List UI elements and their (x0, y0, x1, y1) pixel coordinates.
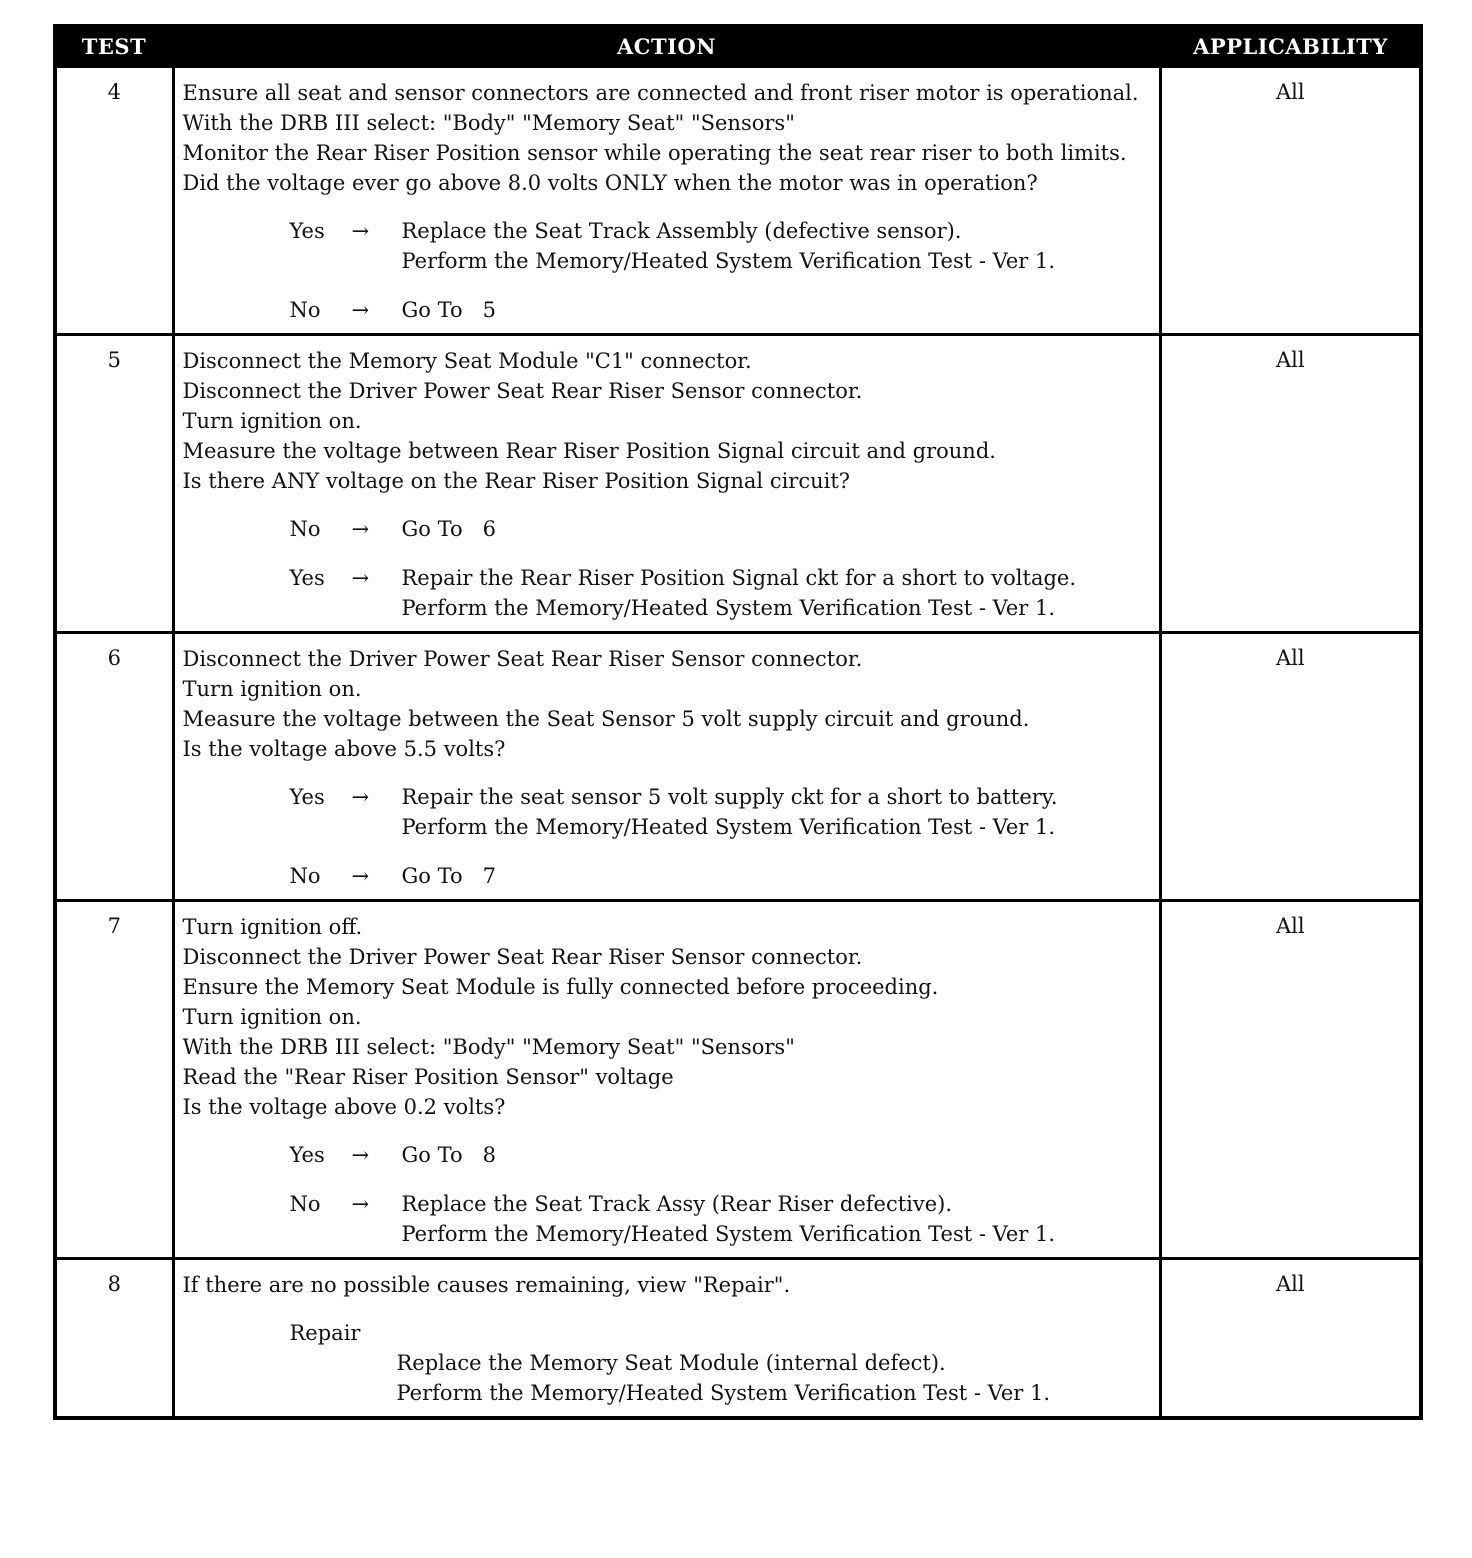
branch-label: No (289, 517, 321, 541)
branch-text-line: Repair the seat sensor 5 volt supply ckt for a short to battery. (401, 785, 1058, 809)
branch-label: Yes (289, 566, 325, 590)
repair-label: Repair (289, 1321, 361, 1345)
test-number: 8 (55, 1259, 173, 1419)
arrow-icon: → (351, 785, 370, 809)
branch-text (402, 782, 1151, 842)
instruction-line: Disconnect the Driver Power Seat Rear Riser Sensor connector. (182, 647, 863, 671)
applicability-cell: All (1160, 335, 1421, 633)
instruction-line: Is the voltage above 0.2 volts? (182, 1095, 506, 1119)
branch-text (402, 514, 1151, 544)
instruction-line: Monitor the Rear Riser Position sensor while operating the seat rear riser to both limits. (182, 141, 1127, 165)
header-action: ACTION (173, 26, 1160, 66)
action-cell (173, 901, 1160, 1259)
instruction-line: Disconnect the Memory Seat Module "C1" connector. (182, 349, 752, 373)
branch-label: Yes (289, 219, 325, 243)
table-row (55, 633, 1421, 901)
arrow-icon: → (351, 864, 370, 888)
header-test: TEST (55, 26, 173, 66)
result-branch (290, 1140, 1151, 1170)
instruction-line: Turn ignition off. (182, 915, 363, 939)
result-branch (290, 563, 1151, 623)
result-branch (290, 1189, 1151, 1249)
branch-text-line: Perform the Memory/Heated System Verification Test - Ver 1. (401, 815, 1056, 839)
arrow-icon: → (351, 566, 370, 590)
repair-text-line: Perform the Memory/Heated System Verification Test - Ver 1. (396, 1381, 1051, 1405)
branch-text-line: Replace the Seat Track Assy (Rear Riser defective). (401, 1192, 953, 1216)
diagnostic-test-table (53, 24, 1423, 1420)
instruction-line: Turn ignition on. (182, 1005, 362, 1029)
branch-label: No (289, 298, 321, 322)
instruction-line: Measure the voltage between the Seat Sensor 5 volt supply circuit and ground. (182, 707, 1030, 731)
branch-label: No (289, 864, 321, 888)
result-branches (183, 782, 1151, 891)
branch-text-line: Repair the Rear Riser Position Signal ckt for a short to voltage. (401, 566, 1077, 590)
branch-text-line: Go To 7 (401, 864, 496, 888)
arrow-icon: → (351, 298, 370, 322)
branch-label: No (289, 1192, 321, 1216)
branch-text-line: Perform the Memory/Heated System Verification Test - Ver 1. (401, 249, 1056, 273)
branch-text (402, 295, 1151, 325)
instruction-line: Is the voltage above 5.5 volts? (182, 737, 506, 761)
action-cell (173, 1259, 1160, 1419)
repair-text (397, 1348, 1151, 1408)
instruction-line: Disconnect the Driver Power Seat Rear Riser Sensor connector. (182, 379, 863, 403)
instruction-line: Ensure the Memory Seat Module is fully connected before proceeding. (182, 975, 939, 999)
test-number: 5 (55, 335, 173, 633)
test-number: 7 (55, 901, 173, 1259)
test-number: 6 (55, 633, 173, 901)
branch-label: Yes (289, 1143, 325, 1167)
arrow-icon: → (351, 1143, 370, 1167)
instruction-line: Measure the voltage between Rear Riser Position Signal circuit and ground. (182, 439, 996, 463)
repair-block (290, 1318, 1151, 1408)
branch-text-line: Go To 8 (401, 1143, 496, 1167)
branch-text-line: Perform the Memory/Heated System Verification Test - Ver 1. (401, 1222, 1056, 1246)
action-cell (173, 335, 1160, 633)
table-row (55, 1259, 1421, 1419)
branch-text (402, 216, 1151, 276)
branch-text (402, 1140, 1151, 1170)
instruction-line: Ensure all seat and sensor connectors are connected and front riser motor is operational. (182, 81, 1139, 105)
instruction-line: With the DRB III select: "Body" "Memory Seat" "Sensors" (182, 111, 795, 135)
result-branch (290, 514, 1151, 544)
table-row (55, 901, 1421, 1259)
branch-text-line: Go To 5 (401, 298, 496, 322)
test-number: 4 (55, 66, 173, 335)
applicability-cell: All (1160, 1259, 1421, 1419)
branch-text (402, 1189, 1151, 1249)
branch-label: Yes (289, 785, 325, 809)
table-row (55, 66, 1421, 335)
diagnostic-table-page (53, 24, 1419, 1420)
branch-text-line: Go To 6 (401, 517, 496, 541)
result-branch (290, 861, 1151, 891)
arrow-icon: → (351, 219, 370, 243)
instruction-line: Turn ignition on. (182, 677, 362, 701)
instruction-line: If there are no possible causes remaining, view "Repair". (182, 1273, 791, 1297)
header-applicability: APPLICABILITY (1160, 26, 1421, 66)
applicability-cell: All (1160, 633, 1421, 901)
result-branch (290, 295, 1151, 325)
result-branches (183, 1140, 1151, 1249)
instruction-line: With the DRB III select: "Body" "Memory Seat" "Sensors" (182, 1035, 795, 1059)
branch-text-line: Replace the Seat Track Assembly (defective sensor). (401, 219, 962, 243)
instruction-line: Disconnect the Driver Power Seat Rear Riser Sensor connector. (182, 945, 863, 969)
branch-text (402, 563, 1151, 623)
table-row (55, 335, 1421, 633)
action-cell (173, 633, 1160, 901)
result-branches (183, 514, 1151, 623)
result-branches (183, 216, 1151, 325)
instruction-line: Did the voltage ever go above 8.0 volts ONLY when the motor was in operation? (182, 171, 1038, 195)
repair-text-line: Replace the Memory Seat Module (internal defect). (396, 1351, 946, 1375)
branch-text-line: Perform the Memory/Heated System Verification Test - Ver 1. (401, 596, 1056, 620)
instruction-line: Is there ANY voltage on the Rear Riser Position Signal circuit? (182, 469, 851, 493)
applicability-cell: All (1160, 66, 1421, 335)
table-header-row (55, 26, 1421, 66)
arrow-icon: → (351, 517, 370, 541)
action-cell (173, 66, 1160, 335)
applicability-cell: All (1160, 901, 1421, 1259)
instruction-line: Read the "Rear Riser Position Sensor" voltage (182, 1065, 674, 1089)
result-branch (290, 782, 1151, 842)
result-branch (290, 216, 1151, 276)
arrow-icon: → (351, 1192, 370, 1216)
branch-text (402, 861, 1151, 891)
instruction-line: Turn ignition on. (182, 409, 362, 433)
